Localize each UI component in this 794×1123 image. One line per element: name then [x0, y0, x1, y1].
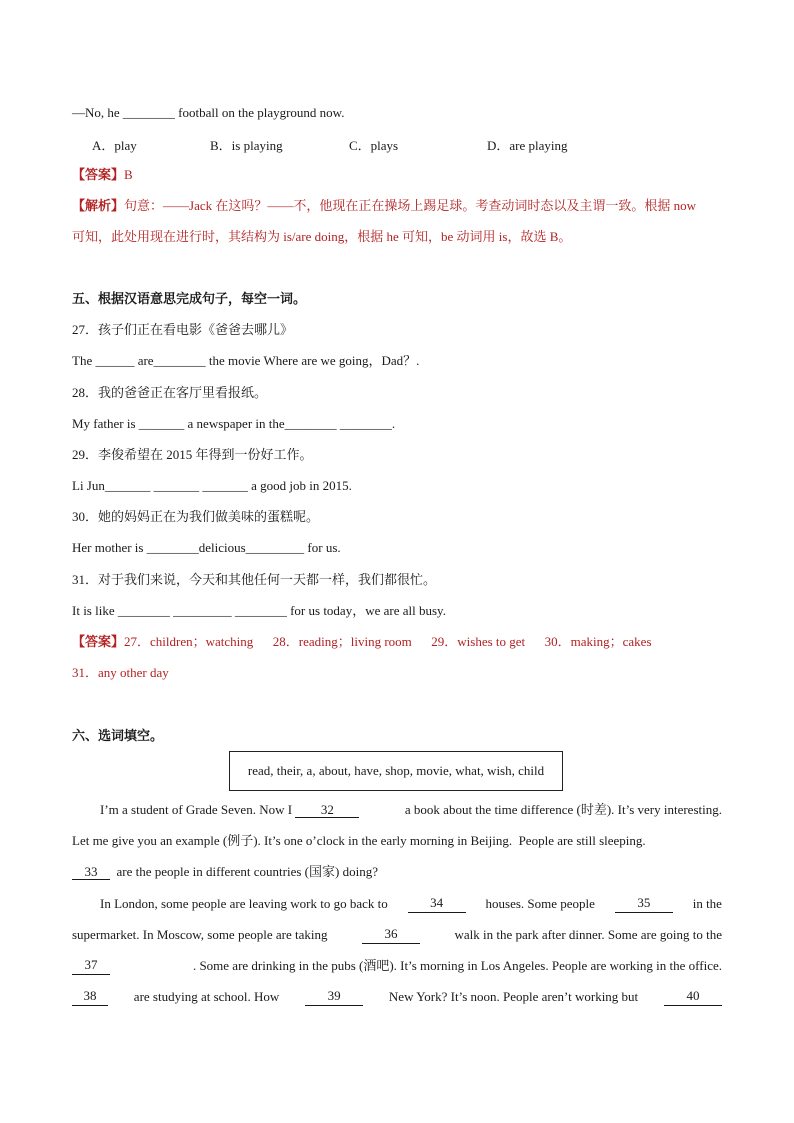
q30-chinese: 30．她的妈妈正在为我们做美味的蛋糕呢。 [72, 509, 320, 524]
passage-fragment: houses. Some people [485, 896, 595, 911]
blank-38[interactable]: 38 [72, 988, 108, 1006]
q26-analysis-line2: 可知，此处用现在进行时，其结构为 is/are doing，根据 he 可知，be 动词用 is，故选 B。 [72, 229, 572, 244]
word-bank-box: read, their, a, about, have, shop, movie, what, wish, child [229, 751, 563, 791]
q28-chinese: 28．我的爸爸正在客厅里看报纸。 [72, 385, 268, 400]
blank-40[interactable]: 40 [664, 988, 722, 1006]
q31-chinese: 31．对于我们来说，今天和其他任何一天都一样，我们都很忙。 [72, 572, 437, 587]
q29-chinese: 29．李俊希望在 2015 年得到一份好工作。 [72, 447, 313, 462]
section5-answers-text1: 27．children；watching 28．reading；living room 29．wishes to get 30．making；cakes [124, 634, 652, 649]
passage-fragment: New York? It’s noon. People aren’t working but [388, 989, 639, 1004]
blank-37[interactable]: 37 [72, 957, 110, 975]
blank-33[interactable]: 33 [72, 864, 110, 880]
passage-line-2: Let me give you an example (例子). It’s one o’clock in the early morning in Beijing. People are still sleeping. [72, 833, 646, 848]
passage-line-1 [100, 801, 722, 819]
passage-fragment: supermarket. In Moscow, some people are taking [72, 927, 328, 942]
q26-answer [72, 166, 133, 184]
passage-line-7 [72, 988, 722, 1006]
passage-fragment: a book about the time difference (时差). It’s very interesting. [404, 802, 722, 817]
q28-english: My father is _______ a newspaper in the________ ________. [72, 416, 396, 431]
passage-fragment: are studying at school. How [133, 989, 280, 1004]
passage-fragment: are the people in different countries (国家) doing? [116, 864, 378, 879]
blank-39[interactable]: 39 [305, 988, 363, 1006]
q26-option-b: B．is playing [210, 138, 283, 153]
q26-stem: —No, he ________ football on the playground now. [72, 105, 345, 120]
blank-32[interactable]: 32 [295, 802, 359, 818]
q26-option-d: D．are playing [487, 138, 568, 153]
section6-heading: 六、选词填空。 [72, 728, 164, 743]
blank-36[interactable]: 36 [362, 926, 420, 944]
answer-tag: 【答案】 [72, 167, 125, 182]
section5-answers-line1 [72, 633, 652, 651]
q30-english: Her mother is ________delicious_________ for us. [72, 540, 341, 555]
passage-fragment: In London, some people are leaving work to go back to [100, 896, 388, 911]
section5-answers-line2: 31．any other day [72, 665, 169, 680]
q26-option-c: C．plays [349, 138, 399, 153]
q26-answer-value: B [124, 167, 133, 182]
q29-english: Li Jun_______ _______ _______ a good job in 2015. [72, 478, 352, 493]
passage-line-5 [72, 926, 722, 944]
analysis-tag: 【解析】 [72, 198, 125, 213]
passage-text [100, 801, 359, 819]
passage-line-4 [100, 895, 722, 913]
blank-35[interactable]: 35 [615, 895, 673, 913]
q31-english: It is like ________ _________ ________ for us today，we are all busy. [72, 603, 446, 618]
q26-option-a: A．play [92, 138, 137, 153]
passage-fragment: walk in the park after dinner. Some are going to the [454, 927, 722, 942]
q27-english: The ______ are________ the movie Where are we going，Dad？. [72, 353, 420, 368]
passage-fragment: I’m a student of Grade Seven. Now I [100, 802, 293, 817]
section5-heading: 五、根据汉语意思完成句子，每空一词。 [72, 291, 307, 306]
passage-line-3 [72, 863, 378, 881]
passage-fragment: . Some are drinking in the pubs (酒吧). It’s morning in Los Angeles. People are working in the office. [192, 958, 722, 973]
blank-34[interactable]: 34 [408, 895, 466, 913]
passage-line-6 [72, 957, 722, 975]
q26-analysis-text1: 句意：——Jack 在这吗？——不，他现在正在操场上踢足球。考查动词时态以及主谓一致。根据 now [124, 198, 697, 213]
answer-tag: 【答案】 [72, 634, 125, 649]
q27-chinese: 27．孩子们正在看电影《爸爸去哪儿》 [72, 322, 294, 337]
q26-analysis-line1 [72, 197, 696, 215]
passage-fragment: in the [692, 896, 722, 911]
